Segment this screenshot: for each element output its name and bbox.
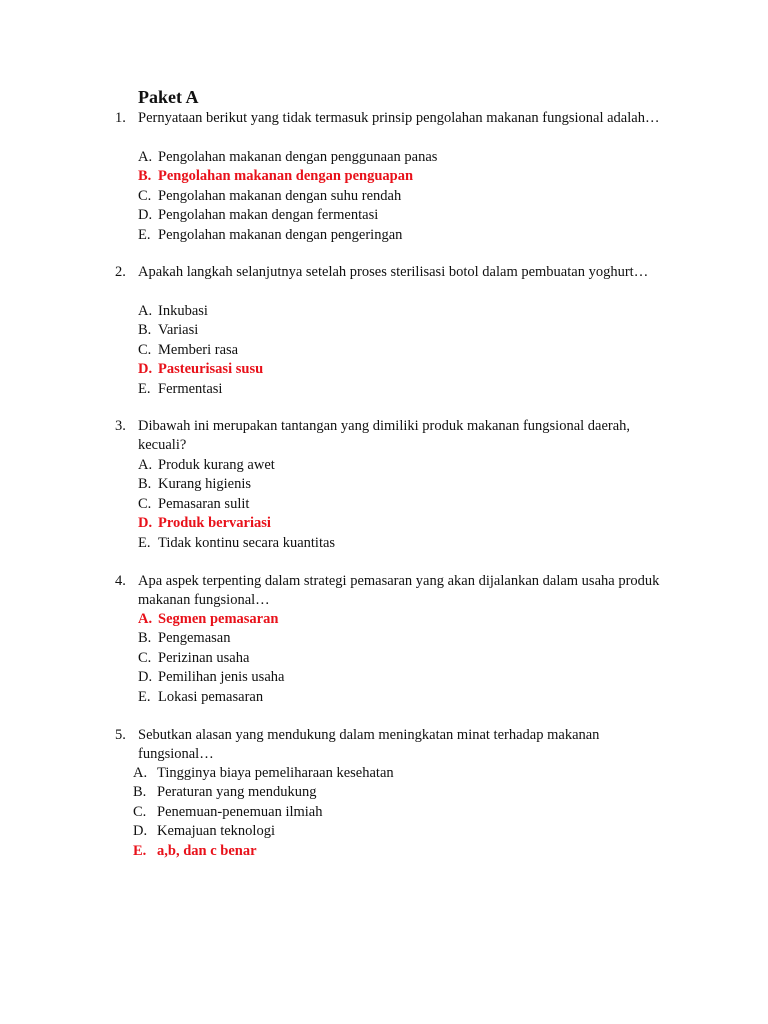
option-b-correct: B. Pengolahan makanan dengan penguapan (138, 168, 414, 185)
question-text: Sebutkan alasan yang mendukung dalam meningkatan minat terhadap makanan fungsional… (138, 727, 600, 763)
option-b: B. Peraturan yang mendukung (133, 784, 317, 801)
option-d: D. Kemajuan teknologi (133, 823, 275, 840)
option-a: A. Pengolahan makanan dengan penggunaan panas (138, 149, 438, 165)
option-e: E. Lokasi pemasaran (138, 688, 264, 705)
option-a: A. Inkubasi (138, 303, 208, 319)
question-number: 2. (115, 264, 126, 280)
options-3 (0, 456, 768, 553)
option-b: B. Pengemasan (138, 630, 231, 647)
option-c: C. Penemuan-penemuan ilmiah (133, 803, 323, 820)
question-text: Apa aspek terpenting dalam strategi pemasaran yang akan dijalankan dalam usaha produk makanan fungsional… (138, 573, 660, 609)
option-c: C. Memberi rasa (138, 341, 239, 358)
option-e: E. Tidak kontinu secara kuantitas (138, 534, 336, 551)
option-e-correct: E. a,b, dan c benar (133, 842, 257, 859)
options-2 (0, 302, 768, 399)
option-c: C. Perizinan usaha (138, 649, 250, 666)
question-text: Pernyataan berikut yang tidak termasuk prinsip pengolahan makanan fungsional adalah… (138, 110, 660, 126)
option-a-correct: A. Segmen pemasaran (138, 611, 279, 627)
option-c: C. Pemasaran sulit (138, 495, 250, 512)
question-number: 1. (115, 110, 126, 126)
options-1 (0, 148, 768, 245)
option-b: B. Kurang higienis (138, 476, 252, 493)
option-a: A. Tingginya biaya pemeliharaan kesehatan (133, 765, 394, 781)
options-5 (0, 764, 768, 861)
option-c: C. Pengolahan makanan dengan suhu rendah (138, 187, 402, 204)
question-text: Dibawah ini merupakan tantangan yang dimiliki produk makanan fungsional daerah, kecuali? (138, 418, 631, 454)
options-4 (0, 610, 768, 707)
question-number: 4. (115, 573, 126, 589)
option-e: E. Pengolahan makanan dengan pengeringan (138, 226, 403, 243)
question-number: 5. (115, 727, 126, 743)
option-d-correct: D. Pasteurisasi susu (138, 361, 264, 378)
page-title: Paket A (138, 87, 199, 107)
option-d: D. Pengolahan makan dengan fermentasi (138, 207, 379, 224)
option-b: B. Variasi (138, 322, 199, 339)
question-number: 3. (115, 418, 126, 434)
option-e: E. Fermentasi (138, 380, 223, 397)
option-d: D. Pemilihan jenis usaha (138, 669, 285, 686)
option-a: A. Produk kurang awet (138, 457, 275, 473)
option-d-correct: D. Produk bervariasi (138, 515, 271, 532)
question-text: Apakah langkah selanjutnya setelah proses sterilisasi botol dalam pembuatan yoghurt… (138, 264, 649, 280)
